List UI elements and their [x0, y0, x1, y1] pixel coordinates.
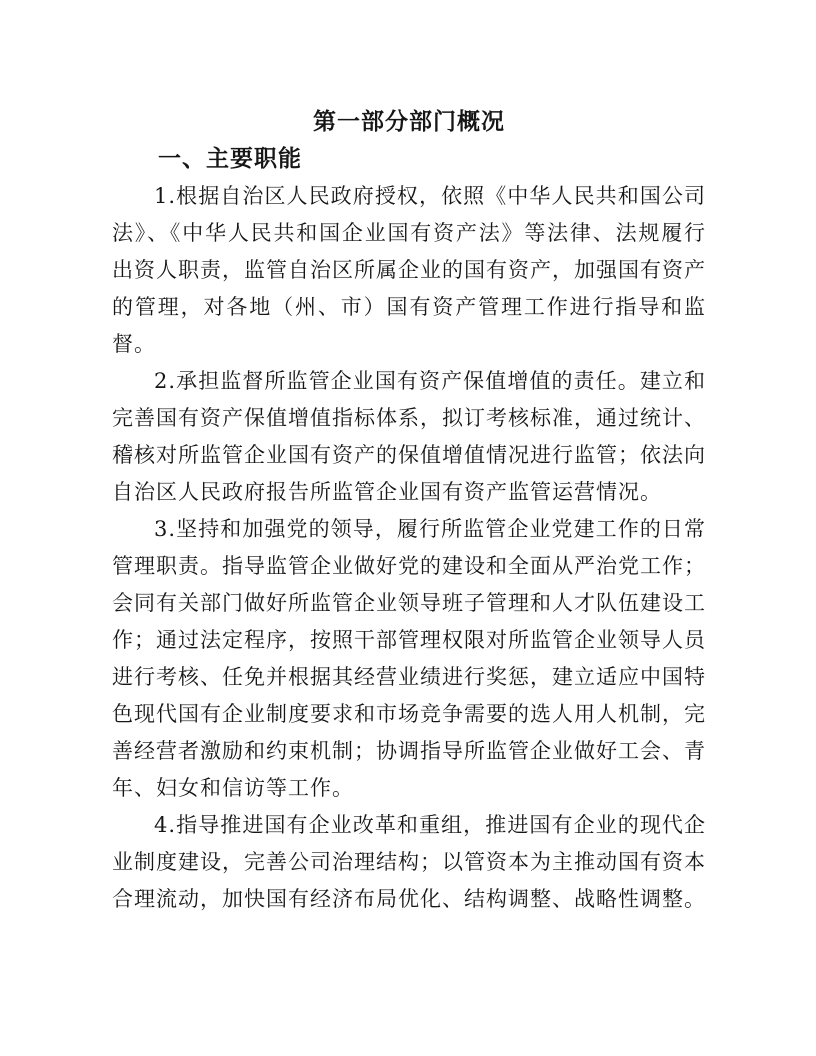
section-heading: 一、主要职能 — [158, 146, 302, 172]
paragraph-3: 3.坚持和加强党的领导，履行所监管企业党建工作的日常管理职责。指导监管企业做好党的建设和全面从严治党工作；会同有关部门做好所监管企业领导班子管理和人才队伍建设工作；通过法定程序，按照干部管理权限对所监管企业领导人员进行考核、任免并根据其经营业绩进行奖惩，建立适应中国特色现代国有企业制度要求和市场竞争需要的选人用人机制，完善经营者激励和约束机制；协调指导所监管企业做好工会、青年、妇女和信访等工作。 — [112, 517, 706, 800]
paragraph-4: 4.指导推进国有企业改革和重组，推进国有企业的现代企业制度建设，完善公司治理结构；以管资本为主推动国有资本合理流动，加快国有经济布局优化、结构调整、战略性调整。 — [112, 813, 706, 911]
paragraph-2: 2.承担监督所监管企业国有资产保值增值的责任。建立和完善国有资产保值增值指标体系，拟订考核标准，通过统计、稽核对所监管企业国有资产的保值增值情况进行监管；依法向自治区人民政府报告所监管企业国有资产监管运营情况。 — [112, 369, 706, 504]
paragraph-1: 1.根据自治区人民政府授权，依照《中华人民共和国公司法》、《中华人民共和国企业国有资产法》等法律、法规履行出资人职责，监管自治区所属企业的国有资产，加强国有资产的管理，对各地（州、市）国有资产管理工作进行指导和监督。 — [112, 184, 706, 356]
document-title: 第一部分部门概况 — [313, 109, 505, 135]
